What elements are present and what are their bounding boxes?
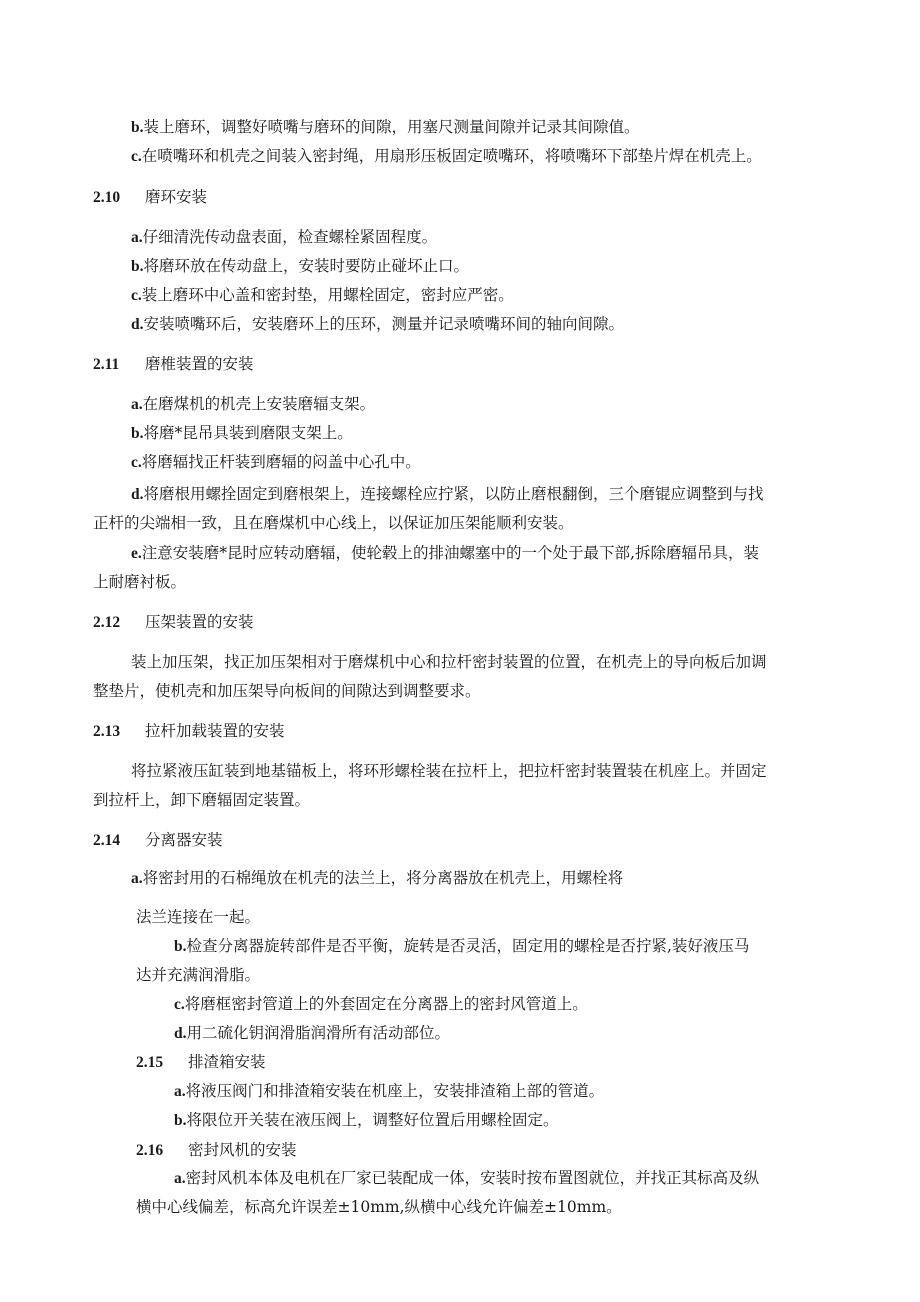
list-item-continuation: 正杆的尖端相一致，且在磨煤机中心线上，以保证加压架能顺利安装。 [93, 514, 574, 532]
section-number: 2.15 [136, 1054, 164, 1071]
section-title: 压架装置的安装 [145, 613, 254, 631]
list-text: 将限位开关装在液压阀上，调整好位置后用螺栓固定。 [186, 1111, 559, 1129]
list-marker: b. [174, 938, 187, 955]
list-item [131, 117, 640, 138]
list-item [174, 936, 749, 957]
list-item [174, 1081, 604, 1102]
list-item [131, 423, 353, 444]
list-text: 安装喷嘴环后，安装磨环上的压环，测量并记录喷嘴环间的轴向间隙。 [143, 315, 625, 333]
list-marker: b. [131, 258, 144, 275]
list-text: 将密封用的石棉绳放在机壳的法兰上，将分离器放在机壳上，用螺栓将 [142, 869, 624, 887]
section-heading [93, 353, 254, 376]
list-marker: d. [131, 316, 144, 333]
list-marker: c. [131, 454, 142, 471]
list-marker: a. [131, 870, 143, 887]
section-number: 2.13 [93, 723, 121, 740]
section-title: 拉杆加载装置的安装 [145, 722, 285, 740]
list-marker: c. [131, 287, 142, 304]
list-text: 用二硫化钥润滑脂润滑所有活动部位。 [186, 1024, 451, 1042]
section-number: 2.10 [93, 189, 121, 206]
section-number: 2.12 [93, 614, 121, 631]
section-heading [93, 829, 223, 852]
section-heading [93, 611, 254, 634]
list-item [131, 146, 762, 167]
list-marker: e. [131, 545, 142, 562]
list-marker: b. [131, 119, 144, 136]
list-item [131, 285, 514, 306]
list-item [131, 227, 437, 248]
list-item [174, 1168, 759, 1189]
section-number: 2.11 [93, 356, 120, 373]
list-marker: a. [131, 229, 143, 246]
list-text: 将磨*昆吊具装到磨限支架上。 [143, 424, 353, 442]
list-item-continuation: 法兰连接在一起。 [136, 908, 261, 926]
section-heading [136, 1051, 266, 1074]
list-item [174, 1023, 450, 1044]
section-title: 磨环安装 [145, 188, 208, 206]
section-number: 2.14 [93, 832, 121, 849]
list-item [131, 394, 375, 415]
list-marker: d. [174, 1025, 187, 1042]
list-item [174, 994, 588, 1015]
section-title: 磨椎装置的安装 [145, 355, 254, 373]
list-text: 密封风机本体及电机在厂家已装配成一体，安装时按布置图就位，并找正其标高及纵 [185, 1169, 760, 1187]
list-text: 装上磨环中心盖和密封垫，用螺栓固定，密封应严密。 [141, 286, 514, 304]
list-marker: a. [174, 1083, 186, 1100]
paragraph-line: 将拉紧液压缸装到地基锚板上，将环形螺栓装在拉杆上，把拉杆密封装置装在机座上。并固定 [131, 762, 767, 780]
list-item [131, 256, 469, 277]
paragraph-line: 装上加压架，找正加压架相对于磨煤机中心和拉杆密封装置的位置，在机壳上的导向板后加调 [131, 653, 767, 671]
list-item-continuation: 上耐磨衬板。 [93, 573, 187, 591]
section-heading [93, 186, 207, 209]
list-text: 将液压阀门和排渣箱安装在机座上，安装排渣箱上部的管道。 [185, 1082, 605, 1100]
list-marker: c. [174, 996, 185, 1013]
list-text: 将磨框密封管道上的外套固定在分离器上的密封风管道上。 [184, 995, 588, 1013]
list-text: 在喷嘴环和机壳之间装入密封绳，用扇形压板固定喷嘴环，将喷嘴环下部垫片焊在机壳上。 [141, 147, 762, 165]
list-text: 检查分离器旋转部件是否平衡，旋转是否灵活，固定用的螺栓是否拧紧,装好液压马 [186, 937, 750, 955]
list-item-continuation: 达并充满润滑脂。 [136, 966, 261, 984]
list-text: 仔细清洗传动盘表面，检查螺栓紧固程度。 [142, 228, 438, 246]
list-text: 将磨环放在传动盘上，安装时要防止碰坏止口。 [143, 257, 470, 275]
list-marker: c. [131, 148, 142, 165]
list-marker: a. [131, 396, 143, 413]
list-item [131, 314, 624, 335]
section-heading [93, 720, 285, 743]
list-marker: a. [174, 1170, 186, 1187]
list-item [131, 868, 623, 889]
list-item [131, 452, 421, 473]
section-number: 2.16 [136, 1142, 164, 1159]
list-text: 将磨辐找正杆装到磨辐的闷盖中心孔中。 [141, 453, 421, 471]
paragraph-line: 整垫片，使机壳和加压架导向板间的间隙达到调整要求。 [93, 682, 481, 700]
list-item [174, 1110, 559, 1131]
list-item [131, 543, 759, 564]
list-text: 将磨根用螺拴固定到磨根架上，连接螺栓应拧紧，以防止磨根翻倒，三个磨锟应调整到与找 [143, 485, 764, 503]
section-title: 分离器安装 [145, 831, 223, 849]
list-item-continuation: 横中心线偏差，标高允许误差±10mm,纵横中心线允许偏差±10mm。 [136, 1198, 622, 1216]
list-text: 装上磨环，调整好喷嘴与磨环的间隙，用塞尺测量间隙并记录其间隙值。 [143, 118, 640, 136]
section-title: 密封风机的安装 [188, 1141, 297, 1159]
list-text: 在磨煤机的机壳上安装磨辐支架。 [142, 395, 376, 413]
list-text: 注意安装磨*昆时应转动磨辐，使轮毂上的排油螺塞中的一个处于最下部,拆除磨辐吊具，装 [141, 544, 759, 562]
list-item [131, 484, 764, 505]
section-title: 排渣箱安装 [188, 1053, 266, 1071]
list-marker: b. [174, 1112, 187, 1129]
list-marker: b. [131, 425, 144, 442]
section-heading [136, 1139, 297, 1162]
paragraph-line: 到拉杆上，卸下磨辐固定装置。 [93, 791, 311, 809]
list-marker: d. [131, 486, 144, 503]
